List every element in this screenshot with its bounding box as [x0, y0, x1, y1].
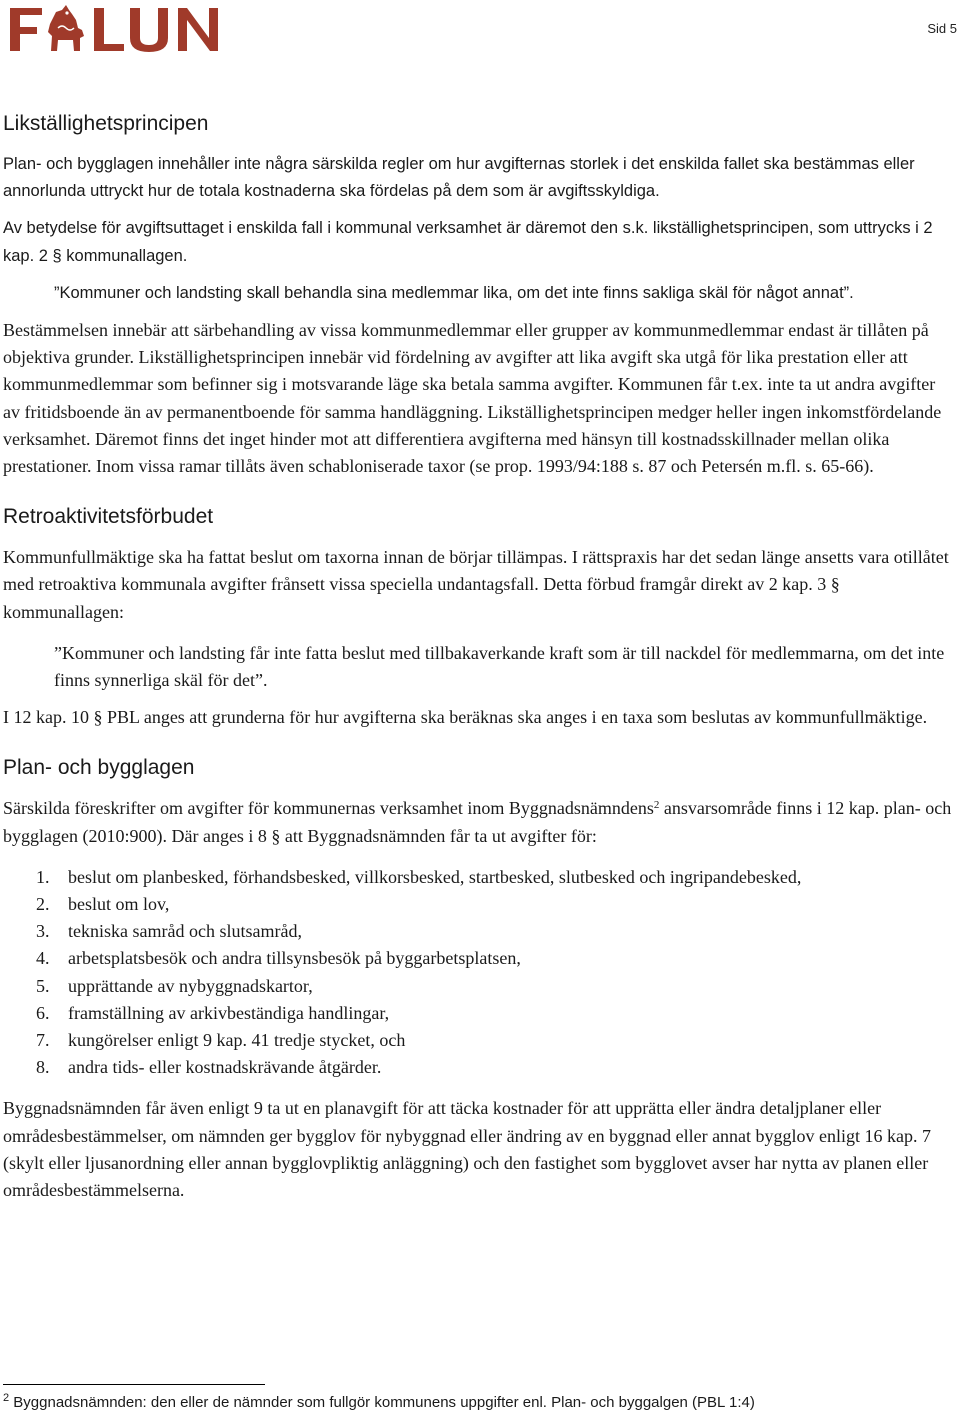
paragraph-text: Särskilda föreskrifter om avgifter för kommunernas verksamhet inom Byggnadsnämndens [3, 798, 654, 819]
list-item [3, 1054, 955, 1081]
document-body [3, 107, 955, 1204]
list-item-text: beslut om lov, [68, 894, 170, 915]
list-item-text: kungörelser enligt 9 kap. 41 tredje stycket, och [68, 1030, 406, 1051]
list-item-text: andra tids- eller kostnadskrävande åtgärder. [68, 1057, 382, 1078]
list-item-text: framställning av arkivbeständiga handlingar, [68, 1002, 390, 1023]
list-item-number: 8. [36, 1057, 50, 1078]
list-item-number: 7. [36, 1030, 50, 1051]
list-item-text: tekniska samråd och slutsamråd, [68, 921, 302, 942]
paragraph [3, 795, 955, 849]
footnote-reference: 2 [653, 799, 660, 812]
list-item-text: upprättande av nybyggnadskartor, [68, 975, 313, 996]
list-item-text: arbetsplatsbesök och andra tillsynsbesök på byggarbetsplatsen, [68, 948, 521, 969]
paragraph: Av betydelse för avgiftsuttaget i enskilda fall i kommunal verksamhet är däremot den s.k. likställighetsprincipen, som uttrycks i 2 kap. 2 § kommunallagen. [3, 219, 933, 265]
page-header [0, 0, 960, 60]
list-item [3, 891, 955, 918]
list-item-text: beslut om planbesked, förhandsbesked, villkorsbesked, startbesked, slutbesked och ingripandebesked, [68, 866, 802, 887]
paragraph: Plan- och bygglagen innehåller inte några särskilda regler om hur avgifternas storlek i det enskilda fallet ska bestämmas eller annorlunda uttryckt hur de totala kostnaderna ska fördelas på dem som är avgiftsskyldiga. [3, 155, 915, 201]
fee-list [3, 864, 955, 1082]
list-item [3, 864, 955, 891]
list-item [3, 1000, 955, 1027]
list-item [3, 945, 955, 972]
footnote [3, 1393, 755, 1413]
quote-kommunallagen: ”Kommuner och landsting skall behandla sina medlemmar lika, om det inte finns sakliga skäl för något annat”. [54, 283, 854, 302]
paragraph: Byggnadsnämnden får även enligt 9 ta ut en planavgift för att täcka kostnader för att upprätta eller ändra detaljplaner eller områdesbestämmelser, om nämnden ger bygglov för nybyggnad eller ändring av en byggnad eller annat bygglov enligt 16 kap. 7 (skylt eller ljusanordning eller annan bygglovpliktig anläggning) och den fastighet som bygglovet avser har nytta av planen eller områdesbestämmelserna. [3, 1098, 932, 1201]
footnote-divider [3, 1384, 265, 1385]
list-item [3, 918, 955, 945]
paragraph: Kommunfullmäktige ska ha fattat beslut om taxorna innan de börjar tillämpas. I rättspraxis har det sedan länge ansetts vara otillåtet med retroaktiva kommunala avgifter frånsett vissa speciella undantagsfall. Detta förbud framgår direkt av 2 kap. 3 § kommunallagen: [3, 547, 949, 622]
list-item-number: 4. [36, 948, 50, 969]
list-item [3, 1027, 955, 1054]
falun-logo [6, 2, 256, 56]
section-title-likstallighetsprincipen: Likställighetsprincipen [3, 112, 209, 135]
footnote-marker: 2 [3, 1392, 10, 1404]
section-title-plan-och-bygglagen: Plan- och bygglagen [3, 756, 195, 780]
paragraph: I 12 kap. 10 § PBL anges att grunderna för hur avgifterna ska beräknas ska anges i en taxa som beslutas av kommunfullmäktige. [3, 707, 928, 728]
section-title-retroaktivitetsforbudet: Retroaktivitetsförbudet [3, 505, 214, 529]
list-item-number: 2. [36, 894, 50, 915]
paragraph-text: ansvarsområde finns i 12 kap. plan- och bygglagen (2010:900). Där anges i 8 § att Byggnadsnämnden får ta ut avgifter för: [3, 798, 952, 846]
footnote-text: Byggnadsnämnden: den eller de nämnder som fullgör kommunens uppgifter enl. Plan- och byggalgen (PBL 1:4) [9, 1394, 755, 1411]
list-item-number: 3. [36, 921, 50, 942]
page-number: Sid 5 [927, 21, 957, 36]
list-item-number: 6. [36, 1002, 50, 1023]
list-item-number: 5. [36, 975, 50, 996]
list-item-number: 1. [36, 866, 50, 887]
list-item [3, 973, 955, 1000]
paragraph: Bestämmelsen innebär att särbehandling av vissa kommunmedlemmar eller grupper av kommunmedlemmar endast är tillåten på objektiva grunder. Likställighetsprincipen innebär vid fördelning av avgifter att lika avgift ska utgå för lika prestation eller att kommunmedlemmar som befinner sig i motsvarande läge ska betala samma avgifter. Kommunen får t.ex. inte ta ut andra avgifter av fritidsboende än av permanentboende för samma handläggning. Likställighetsprincipen medger heller ingen inkomstfördelande verksamhet. Däremot finns det inget hinder mot att differentiera avgifterna med hänsyn till kostnadsskillnader mellan olika prestationer. Inom vissa ramar tillåts även schabloniserade taxor (se prop. 1993/94:188 s. 87 och Petersén m.fl. s. 65-66). [3, 320, 942, 477]
quote-kommunallagen-retroaktiv: ”Kommuner och landsting får inte fatta beslut med tillbakaverkande kraft som är till nackdel för medlemmarna, om det inte finns synnerliga skäl för det”. [54, 642, 945, 691]
